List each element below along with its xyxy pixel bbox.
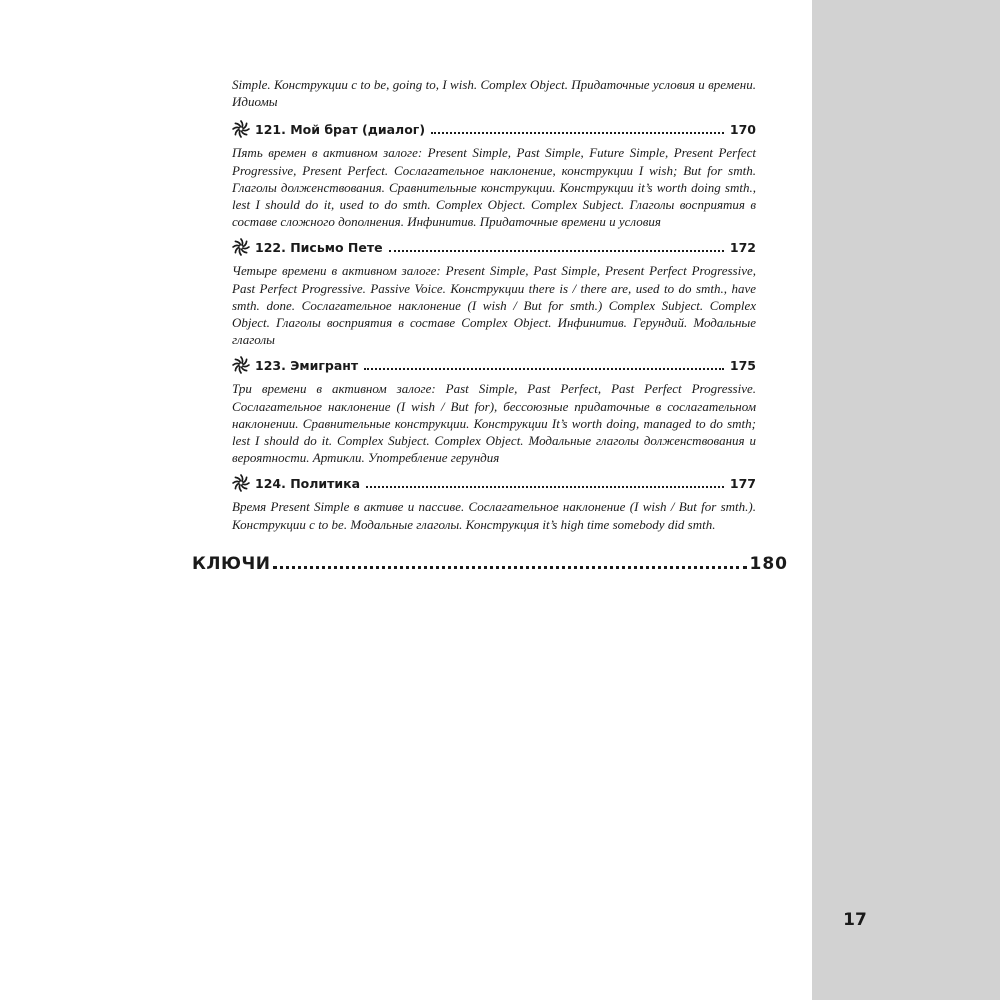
dot-leader <box>389 238 724 252</box>
toc-entry-title: 124. Политика <box>255 475 361 491</box>
toc-entry-title: 122. Письмо Пете <box>255 239 383 255</box>
toc-list <box>232 76 756 537</box>
spiral-icon <box>232 474 250 492</box>
toc-entry-title: 123. Эмигрант <box>255 357 359 373</box>
toc-entry-description: Время Present Simple в активе и пассиве. Сослагательное наклонение (I wish / But for smth.). Конструкции с to be. Модальные глаголы. Конструкция it’s high time somebody did smth. <box>232 499 756 532</box>
dot-leader <box>431 120 724 134</box>
toc-keys-entry[interactable] <box>192 552 788 576</box>
toc-entry-heading[interactable] <box>232 470 756 496</box>
dot-leader <box>364 356 724 370</box>
toc-entry <box>232 234 756 348</box>
toc-entry-page: 172 <box>729 239 756 255</box>
toc-entry-page: 170 <box>729 121 756 137</box>
dot-leader <box>366 474 724 488</box>
toc-entry-page: 177 <box>729 475 756 491</box>
toc-entry-page: 175 <box>729 357 756 373</box>
keys-title: КЛЮЧИ <box>192 554 271 574</box>
toc-entry-description: Пять времен в активном залоге: Present Simple, Past Simple, Future Simple, Present Perfect Progressive, Present Perfect. Сослагательное наклонение, конструкции I wish; But for smth. Глаголы долженствования. Сравнительные конструкции. Конструкции it’s worth doing smth., lest I should do it, used to do smth. Complex Object. Complex Subject. Глаголы восприятия в составе сложного дополнения. Инфинитив. Придаточные времени и условия <box>232 145 756 230</box>
toc-entry-title: 121. Мой брат (диалог) <box>255 121 426 137</box>
toc-entry <box>232 470 756 532</box>
spiral-icon <box>232 356 250 374</box>
toc-entry-heading[interactable] <box>232 352 756 378</box>
spiral-icon <box>232 238 250 256</box>
continued-description: Simple. Конструкции с to be, going to, I wish. Complex Object. Придаточные условия и времени. Идиомы <box>232 77 756 110</box>
toc-entry <box>232 116 756 230</box>
toc-entry-heading[interactable] <box>232 116 756 142</box>
page-number: 17 <box>843 910 867 930</box>
keys-page: 180 <box>749 554 788 574</box>
toc-entry-description: Три времени в активном залоге: Past Simple, Past Perfect, Past Perfect Progressive. Сослагательное наклонение (I wish / But for), бессоюзные придаточные в сослагательном наклонении. Сравнительные конструкции. Конструкции It’s worth doing, managed to do smth; lest I should do it. Complex Subject. Complex Object. Модальные глаголы долженствования и вероятности. Артикли. Употребление герундия <box>232 381 756 466</box>
toc-entry-heading[interactable] <box>232 234 756 260</box>
toc-entry-description: Четыре времени в активном залоге: Present Simple, Past Simple, Present Perfect Progressive, Past Perfect Progressive. Passive Voice. Конструкции there is / there are, used to do smth., have smth. done. Сослагательное наклонение (I wish / But for smth.) Complex Subject. Complex Object. Глаголы восприятия в составе Complex Object. Инфинитив. Герундий. Модальные глаголы <box>232 263 756 348</box>
toc-entry <box>232 352 756 466</box>
page-margin-band <box>812 0 1000 1000</box>
spiral-icon <box>232 120 250 138</box>
dot-leader <box>273 553 746 569</box>
